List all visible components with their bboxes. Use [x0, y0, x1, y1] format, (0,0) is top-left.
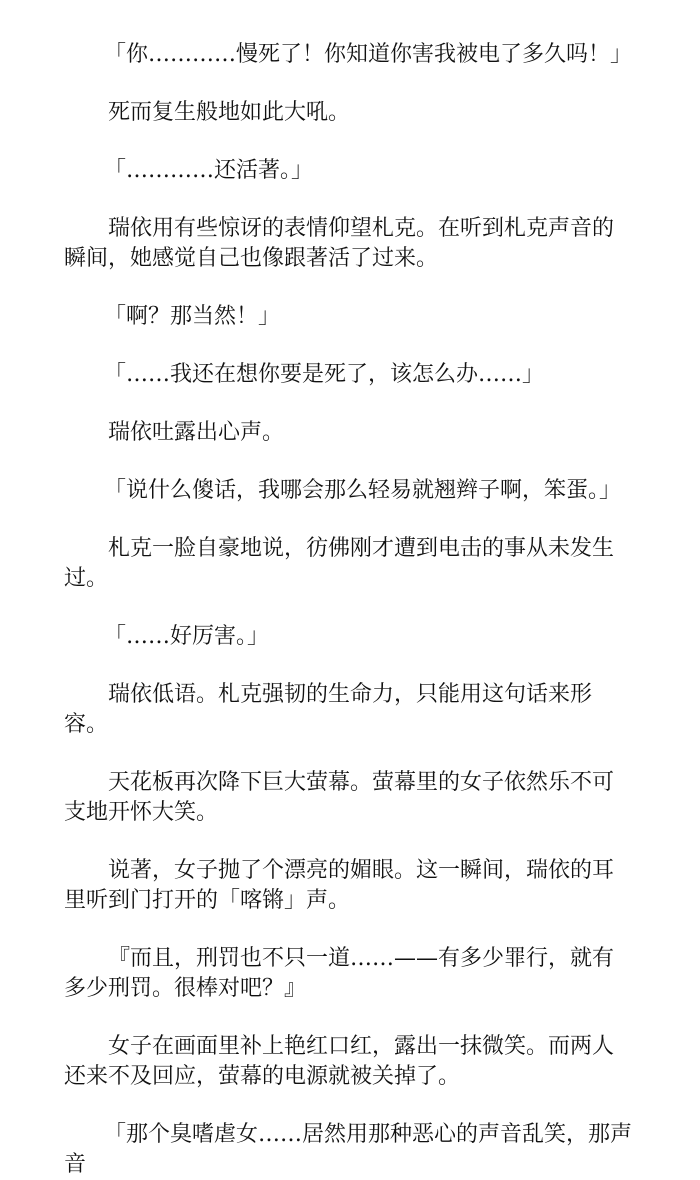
paragraph-16: 「那个臭嗜虐女……居然用那种恶心的声音乱笑，那声音 — [64, 1122, 633, 1177]
paragraph-1: 「你…………慢死了！你知道你害我被电了多久吗！」 — [104, 42, 633, 67]
paragraph-14: 『而且，刑罚也不只一道……——有多少罪行，就有多少刑罚。很棒对吧？』 — [64, 946, 615, 1001]
paragraph-10: 「……好厉害。」 — [104, 624, 270, 649]
paragraph-15: 女子在画面里补上艳红口红，露出一抹微笑。而两人还来不及回应，萤幕的电源就被关掉了。 — [64, 1034, 615, 1089]
paragraph-3: 「…………还活著。」 — [104, 158, 314, 183]
paragraph-13: 说著，女子抛了个漂亮的媚眼。这一瞬间，瑞依的耳里听到门打开的「喀锵」声。 — [64, 858, 615, 913]
paragraph-9: 札克一脸自豪地说，彷佛刚才遭到电击的事从未发生过。 — [64, 536, 615, 591]
paragraph-4: 瑞依用有些惊讶的表情仰望札克。在听到札克声音的瞬间，她感觉自己也像跟著活了过来。 — [64, 216, 615, 271]
paragraph-12: 天花板再次降下巨大萤幕。萤幕里的女子依然乐不可支地开怀大笑。 — [64, 770, 615, 825]
paragraph-2: 死而复生般地如此大吼。 — [108, 100, 351, 125]
paragraph-8: 「说什么傻话，我哪会那么轻易就翘辫子啊，笨蛋。」 — [104, 478, 622, 503]
paragraph-5: 「啊？那当然！」 — [104, 304, 281, 329]
paragraph-6: 「……我还在想你要是死了，该怎么办……」 — [104, 362, 545, 387]
paragraph-11: 瑞依低语。札克强韧的生命力，只能用这句话来形容。 — [64, 682, 593, 737]
paragraph-7: 瑞依吐露出心声。 — [108, 420, 285, 445]
